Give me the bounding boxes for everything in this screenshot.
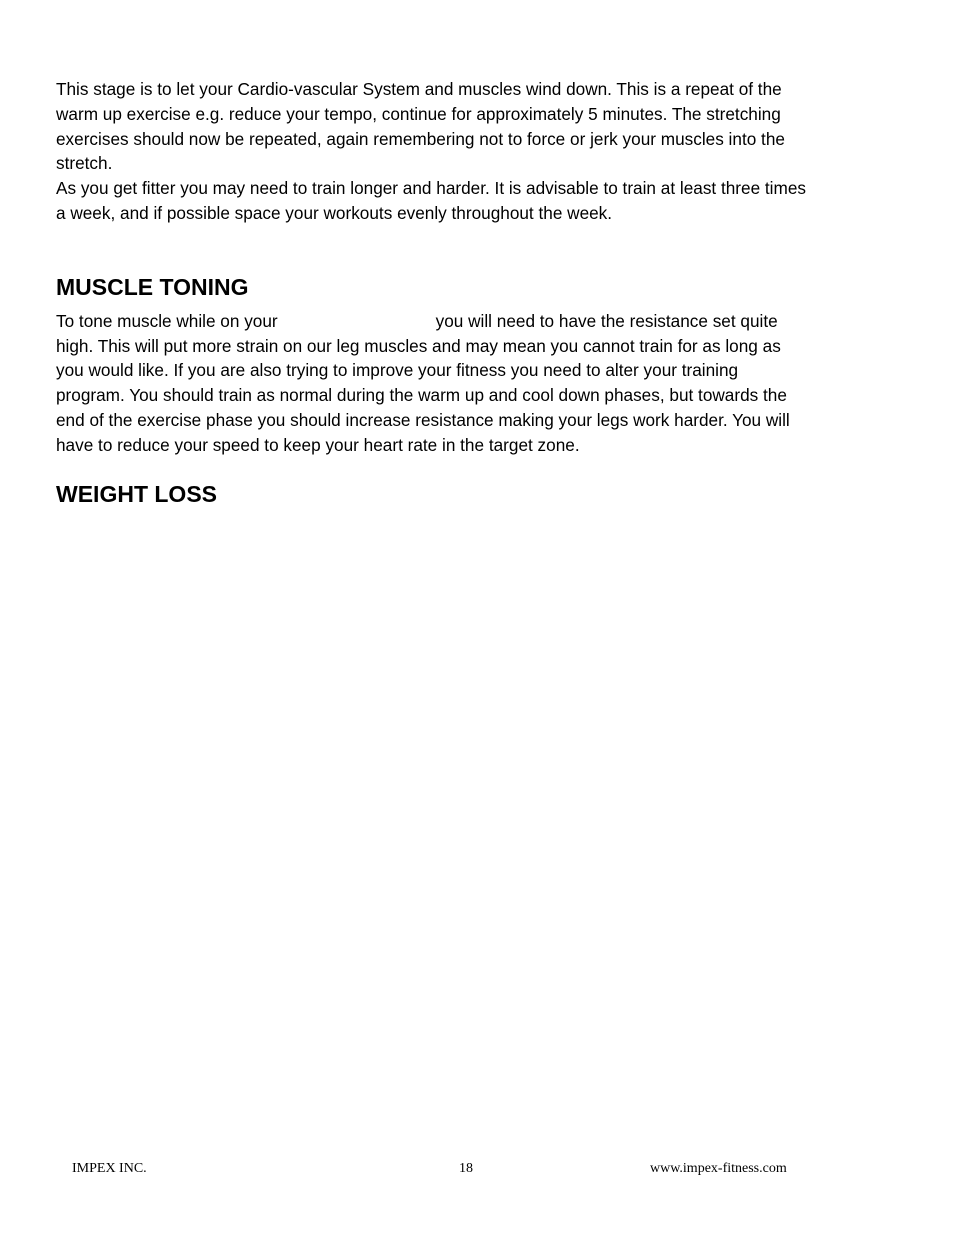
weight-loss-heading: WEIGHT LOSS: [56, 480, 217, 507]
text-line: This stage is to let your Cardio-vascular System and muscles wind down. This is a repeat of the: [56, 79, 782, 99]
text-line: As you get fitter you may need to train longer and harder. It is advisable to train at least three times: [56, 178, 806, 199]
text-line: have to reduce your speed to keep your heart rate in the target zone.: [56, 434, 580, 455]
text-line: stretch.: [56, 153, 113, 174]
footer-website: www.impex-fitness.com: [650, 1161, 787, 1176]
page-content: [56, 77, 886, 508]
text-line: end of the exercise phase you should increase resistance making your legs work harder. You will: [56, 409, 790, 430]
training-frequency-paragraph: [56, 176, 886, 226]
text-line: high. This will put more strain on our leg muscles and may mean you cannot train for as long as: [56, 335, 781, 356]
text-fragment: you will need to have the resistance set quite: [435, 310, 778, 331]
footer-page-number: 18: [459, 1161, 473, 1176]
cooldown-paragraph: [56, 77, 886, 176]
text-line: program. You should train as normal during the warm up and cool down phases, but towards the: [56, 385, 787, 406]
text-line: you would like. If you are also trying to improve your fitness you need to alter your training: [56, 360, 739, 381]
text-fragment: To tone muscle while on your: [56, 310, 278, 331]
text-line: a week, and if possible space your workouts evenly throughout the week.: [56, 202, 613, 223]
footer-company: IMPEX INC.: [72, 1161, 147, 1176]
muscle-toning-paragraph: [56, 309, 886, 458]
text-line: exercises should now be repeated, again remembering not to force or jerk your muscles into the: [56, 128, 785, 149]
text-line: warm up exercise e.g. reduce your tempo, continue for approximately 5 minutes. The stretching: [56, 103, 781, 124]
text-line: [56, 309, 886, 334]
muscle-toning-heading: MUSCLE TONING: [56, 273, 249, 300]
page-footer: [0, 1159, 954, 1179]
